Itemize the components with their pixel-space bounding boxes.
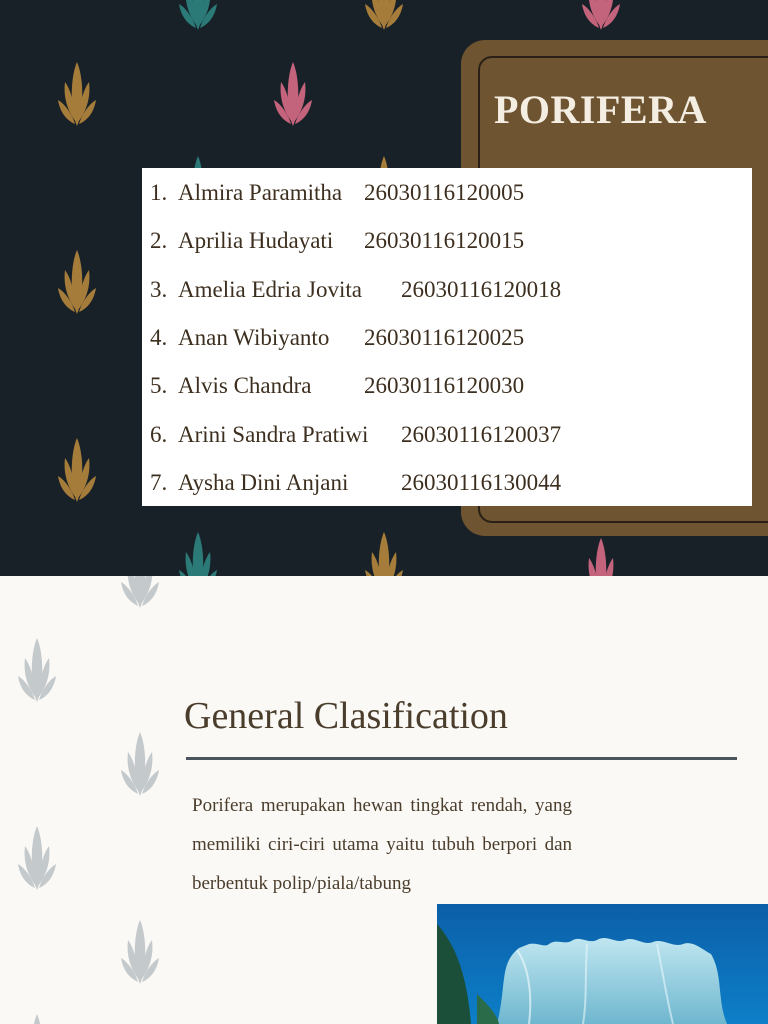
leaf-icon [273, 60, 313, 128]
leaf-icon [17, 824, 57, 892]
sponge-photo [437, 904, 768, 1024]
member-name: Alvis Chandra [178, 373, 312, 398]
member-name: Amelia Edria Jovita [178, 277, 362, 302]
leaf-icon [364, 530, 404, 576]
member-name: Aysha Dini Anjani [178, 470, 349, 495]
leaf-icon [581, 0, 621, 32]
description-paragraph: Porifera merupakan hewan tingkat rendah, yang memiliki ciri-ciri utama yaitu tubuh berpori dan berbentuk polip/piala/tabung [192, 795, 572, 894]
leaf-icon [17, 636, 57, 704]
leaf-icon [57, 436, 97, 504]
member-nim: 26030116120025 [364, 325, 525, 350]
leaf-icon [120, 918, 160, 986]
list-number: 4. [150, 325, 168, 350]
member-nim: 26030116120018 [401, 277, 562, 302]
leaf-icon [364, 0, 404, 32]
list-number: 2. [150, 228, 168, 253]
leaf-icon [581, 536, 621, 576]
leaf-icon [120, 730, 160, 798]
member-nim: 26030116120037 [401, 422, 562, 447]
slide-title: PORIFERA [494, 87, 707, 132]
title-divider [186, 757, 737, 760]
member-nim: 26030116120015 [364, 228, 525, 253]
member-name: Almira Paramitha [178, 180, 343, 205]
member-nim: 26030116130044 [401, 470, 562, 495]
leaf-icon [57, 248, 97, 316]
list-number: 3. [150, 277, 168, 302]
leaf-icon [178, 530, 218, 576]
leaf-icon [178, 0, 218, 32]
member-nim: 26030116120030 [364, 373, 525, 398]
member-name: Aprilia Hudayati [178, 228, 334, 253]
section-title: General Clasification [184, 695, 508, 737]
leaf-icon [57, 60, 97, 128]
member-list [142, 168, 752, 506]
list-number: 5. [150, 373, 168, 398]
content-slide [0, 576, 768, 1024]
member-nim: 26030116120005 [364, 180, 525, 205]
leaf-icon [120, 576, 160, 610]
list-number: 6. [150, 422, 168, 447]
list-number: 7. [150, 470, 168, 495]
list-number: 1. [150, 180, 168, 205]
member-name: Anan Wibiyanto [178, 325, 330, 350]
leaf-icon [17, 1012, 57, 1024]
member-name: Arini Sandra Pratiwi [178, 422, 369, 447]
